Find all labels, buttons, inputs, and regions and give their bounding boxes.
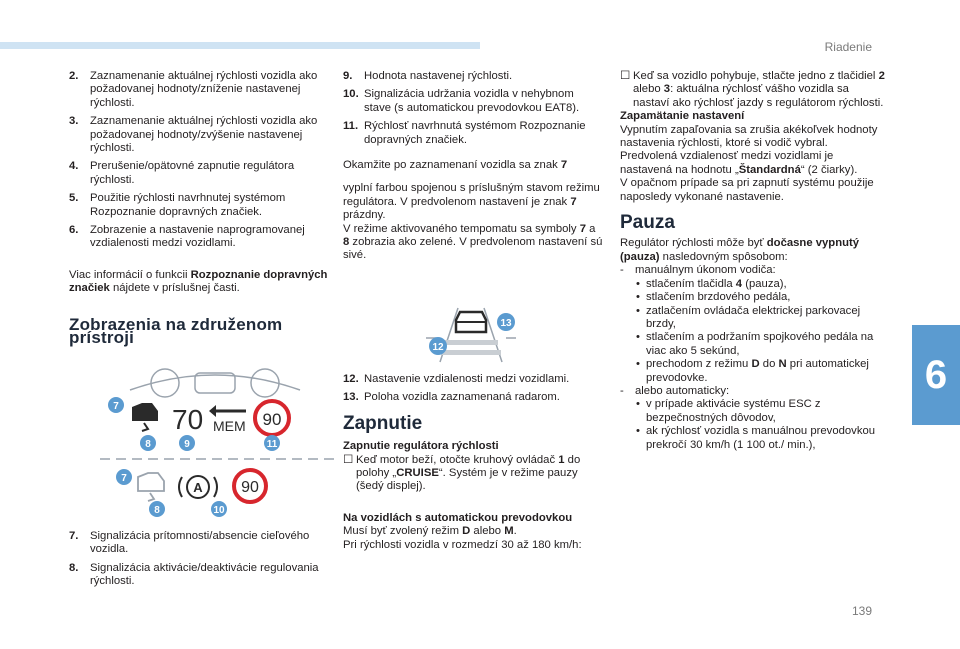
list-item: • zatlačením ovládača elektrickej parkovacej brzdy,	[636, 304, 861, 330]
mem-icon	[209, 405, 246, 417]
paragraph: Pri rýchlosti vozidla v rozmedzí 30 až 180 km/h:	[343, 538, 582, 551]
svg-text:10: 10	[213, 505, 225, 516]
badge-11	[264, 435, 280, 451]
paragraph: Regulátor rýchlosti môže byť dočasne vypnutý (pauza) nasledovným spôsobom:	[620, 237, 860, 263]
speed-limit-value: 90	[241, 479, 259, 496]
badge-7	[108, 397, 124, 413]
chapter-tab: 6	[912, 325, 960, 425]
badge-8	[149, 501, 165, 517]
mem-label: MEM	[213, 418, 246, 434]
instruction-item: ☐ Keď motor beží, otočte kruhový ovládač 1 do polohy „CRUISE“. Systém je v režime pauzy (šedý displej).	[343, 453, 581, 493]
section-heading-zapnutie: Zapnutie	[343, 412, 423, 434]
list-item: - alebo automaticky:	[620, 384, 730, 397]
auto-hold-icon	[179, 476, 217, 498]
paragraph: V režime aktivovaného tempomatu sa symboly 7 a 8 zobrazia ako zelené. V predvolenom nastavení sú sivé.	[343, 222, 603, 262]
list-item: 6. Zobrazenie a nastavenie naprogramovanej vzdialenosti medzi vozidlami.	[69, 224, 305, 250]
list-item: • stlačením brzdového pedála,	[636, 291, 791, 304]
column-left	[69, 70, 331, 351]
list-item: 9. Hodnota nastavenej rýchlosti.	[343, 70, 513, 82]
badge-8	[140, 435, 156, 451]
instruction-item: ☐ Keď sa vozidlo pohybuje, stlačte jedno z tlačidiel 2 alebo 3: aktuálna rýchlosť vášho vozidla sa nastaví ako rýchlosť jazdy s regulátorom rýchlosti.	[620, 70, 885, 109]
svg-text:9: 9	[184, 439, 190, 450]
subheading: Na vozidlách s automatickou prevodovkou	[343, 511, 573, 524]
distance-diagram-illustration	[418, 302, 524, 366]
list-item: • stlačením tlačidla 4 (pauza),	[636, 277, 787, 290]
svg-text:7: 7	[121, 473, 127, 484]
svg-text:8: 8	[145, 439, 151, 450]
badge-10	[211, 501, 227, 517]
paragraph: vyplní farbou spojenou s príslušným stavom režimu regulátora. V predvolenom nastavení je znak 7 prázdny.	[343, 182, 600, 222]
list-item: 12. Nastavenie vzdialenosti medzi vozidlami.	[343, 373, 570, 385]
badge-9	[179, 435, 195, 451]
svg-text:A: A	[193, 480, 203, 495]
paragraph: Vypnutím zapaľovania sa zrušia akékoľvek hodnoty nastavenia rýchlosti, ktoré si vodič vybral.	[620, 123, 878, 150]
svg-text:7: 7	[113, 401, 119, 412]
set-speed-value: 70	[172, 404, 204, 435]
list-item: • stlačením a podržaním spojkového pedála na viac ako 5 sekúnd,	[636, 331, 874, 357]
list-item: - manuálnym úkonom vodiča:	[620, 264, 776, 277]
column-middle	[343, 70, 603, 270]
svg-text:8: 8	[154, 505, 160, 516]
list-item: 2. Zaznamenanie aktuálnej rýchlosti vozidla ako požadovanej hodnoty/zníženie nastavenej rýchlosti.	[69, 70, 318, 109]
badge-13	[497, 313, 515, 331]
target-car-icon	[456, 312, 486, 332]
list-item: 10. Signalizácia udržania vozidla v nehybnom stave (s automatickou prevodovkou EAT8).	[343, 88, 580, 114]
check-icon: ☐	[620, 70, 631, 82]
badge-7	[116, 469, 132, 485]
paragraph: Musí byť zvolený režim D alebo M.	[343, 525, 517, 538]
paragraph: Okamžite po zaznamenaní vozidla sa znak 7	[343, 159, 568, 172]
svg-text:11: 11	[266, 439, 278, 450]
list-item: • prechodom z režimu D do N pri automatickej prevodovke.	[636, 358, 869, 384]
subheading: Zapnutie regulátora rýchlosti	[343, 440, 499, 453]
more-info-paragraph: Viac informácií o funkcii Rozpoznanie dopravných značiek nájdete v príslušnej časti.	[69, 268, 328, 295]
list-item: • v prípade aktivácie systému ESC z bezpečnostných dôvodov,	[636, 398, 821, 424]
list-item: 8. Signalizácia aktivácie/deaktivácie regulovania rýchlosti.	[69, 561, 319, 588]
list-item: 13. Poloha vozidla zaznamenaná radarom.	[343, 391, 560, 404]
section-heading-displays: Zobrazenia na združenom prístroji	[69, 314, 283, 348]
list-item: • ak rýchlosť vozidla s manuálnou prevodovkou prekročí 30 km/h (1 100 ot./ min.),	[636, 425, 876, 451]
svg-text:13: 13	[500, 318, 512, 329]
paragraph: Predvolená vzdialenosť medzi vozidlami je nastavená na hodnotu „Štandardná“ (2 čiarky).	[620, 150, 858, 176]
column-right	[620, 70, 885, 452]
list-item: 3. Zaznamenanie aktuálnej rýchlosti vozidla ako požadovanej hodnoty/zvýšenie nastavenej rýchlosti.	[69, 115, 318, 155]
column-left-bottom	[69, 530, 331, 594]
list-item: 4. Prerušenie/opätovné zapnutie regulátora rýchlosti.	[69, 160, 295, 186]
list-item: 7. Signalizácia prítomnosti/absencie cieľového vozidla.	[69, 530, 310, 556]
check-icon: ☐	[343, 453, 354, 466]
car-target-icon	[132, 403, 158, 431]
list-item: 5. Použitie rýchlosti navrhnutej systémom Rozpoznanie dopravných značiek.	[69, 192, 286, 218]
section-title: Riadenie	[824, 40, 872, 54]
subheading: Zapamätanie nastavení	[620, 110, 745, 123]
page-number: 139	[851, 604, 872, 618]
list-item: 11. Rýchlosť navrhnutá systémom Rozpoznanie dopravných značiek.	[343, 120, 586, 146]
badge-12	[429, 337, 447, 355]
column-middle-bottom	[343, 373, 603, 552]
svg-text:12: 12	[432, 342, 444, 353]
paragraph: V opačnom prípade sa pri zapnutí systému použije naposledy vykonané nastavenie.	[620, 177, 874, 203]
header-bar	[0, 42, 480, 49]
cluster-display-illustration	[100, 365, 336, 523]
car-target-outline-icon	[138, 473, 164, 501]
speed-limit-value: 90	[262, 410, 282, 429]
section-heading-pauza: Pauza	[620, 212, 675, 234]
